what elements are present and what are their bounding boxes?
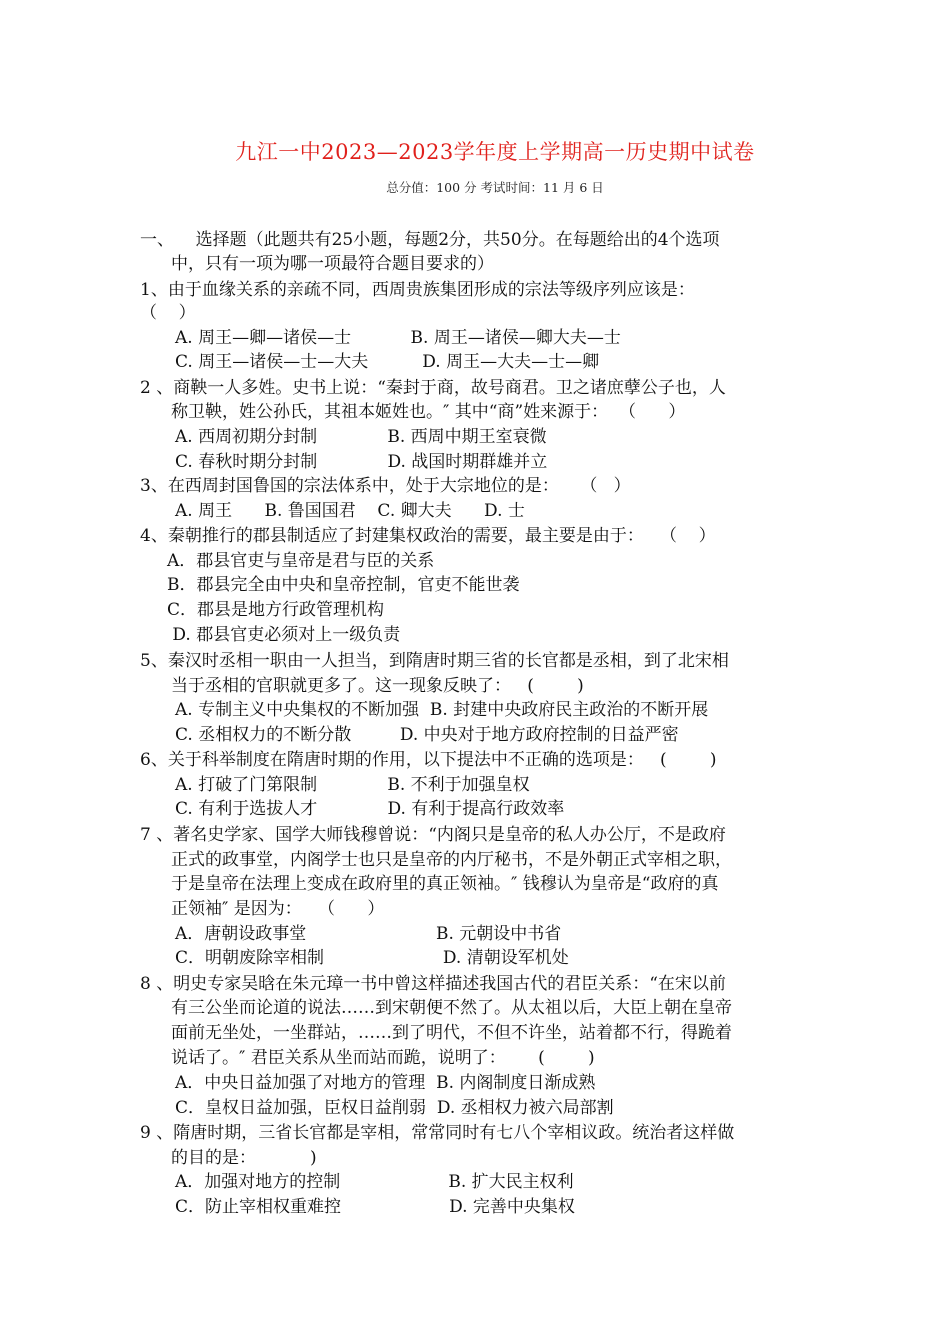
question-5-text: 当于丞相的官职就更多了。这一现象反映了： ( ) bbox=[171, 676, 584, 696]
section-heading: 一、 选择题（此题共有25小题，每题2分，共50分。在每题给出的4个选项 bbox=[140, 230, 720, 250]
question-9-options: A．加强对地方的控制 B. 扩大民主权利 bbox=[175, 1172, 574, 1192]
question-1-text: （ ） bbox=[140, 303, 196, 323]
question-2-options: C. 春秋时期分封制 D. 战国时期群雄并立 bbox=[175, 452, 548, 472]
question-8-options: A．中央日益加强了对地方的管理 B. 内阁制度日渐成熟 bbox=[175, 1073, 596, 1093]
question-4-options: D. 郡县官吏必须对上一级负责 bbox=[167, 625, 401, 645]
question-1-text: 1、由于血缘关系的亲疏不同，西周贵族集团形成的宗法等级序列应该是： bbox=[140, 280, 695, 300]
question-1-options: A. 周王—卿—诸侯—士 B. 周王—诸侯—卿大夫—士 bbox=[175, 328, 621, 348]
question-7-text: 正领袖″ 是因为： （ ） bbox=[171, 899, 385, 919]
question-4-options: B．郡县完全由中央和皇帝控制，官吏不能世袭 bbox=[167, 575, 520, 595]
question-8-options: C．皇权日益加强，臣权日益削弱 D. 丞相权力被六局部割 bbox=[175, 1098, 614, 1118]
question-9-text: 9 、隋唐时期，三省长官都是宰相，常常同时有七八个宰相议政。统治者这样做 bbox=[140, 1123, 735, 1143]
question-7-options: A．唐朝设政事堂 B. 元朝设中书省 bbox=[175, 924, 562, 944]
exam-meta: 总分值：100 分 考试时间：11 月 6 日 bbox=[386, 180, 604, 195]
question-3-text: 3、在西周封国鲁国的宗法体系中，处于大宗地位的是： （ ） bbox=[140, 476, 631, 496]
question-4-options: A．郡县官吏与皇帝是君与臣的关系 bbox=[167, 551, 435, 571]
question-5-options: A. 专制主义中央集权的不断加强 B. 封建中央政府民主政治的不断开展 bbox=[175, 700, 709, 720]
question-9-text: 的目的是： ) bbox=[171, 1148, 317, 1168]
question-8-text: 8 、明史专家吴晗在朱元璋一书中曾这样描述我国古代的君臣关系：“在宋以前 bbox=[140, 974, 726, 994]
question-6-options: A. 打破了门第限制 B. 不利于加强皇权 bbox=[175, 775, 530, 795]
section-heading-cont: 中，只有一项为哪一项最符合题目要求的） bbox=[171, 254, 494, 274]
question-8-text: 有三公坐而论道的说法……到宋朝便不然了。从太祖以后，大臣上朝在皇帝 bbox=[171, 998, 732, 1018]
question-1-options: C. 周王—诸侯—士—大夫 D. 周王—大夫—士—卿 bbox=[175, 352, 600, 372]
question-2-text: 称卫鞅，姓公孙氏，其祖本姬姓也。″ 其中“商”姓来源于： （ ） bbox=[171, 402, 686, 422]
question-7-text: 正式的政事堂，内阁学士也只是皇帝的内厅秘书，不是外朝正式宰相之职， bbox=[171, 850, 732, 870]
question-5-options: C. 丞相权力的不断分散 D. 中央对于地方政府控制的日益严密 bbox=[175, 725, 679, 745]
question-5-text: 5、秦汉时丞相一职由一人担当，到隋唐时期三省的长官都是丞相，到了北宋相 bbox=[140, 651, 729, 671]
question-4-text: 4、秦朝推行的郡县制适应了封建集权政治的需要，最主要是由于： （ ） bbox=[140, 526, 716, 546]
question-6-options: C. 有利于选拔人才 D. 有利于提高行政效率 bbox=[175, 799, 565, 819]
question-3-options: A. 周王 B. 鲁国国君 C. 卿大夫 D. 士 bbox=[175, 501, 525, 521]
question-8-text: 面前无坐处，一坐群站，……到了明代，不但不许坐，站着都不行，得跪着 bbox=[171, 1023, 732, 1043]
question-7-text: 于是皇帝在法理上变成在政府里的真正领袖。″ 钱穆认为皇帝是“政府的真 bbox=[171, 874, 719, 894]
question-2-text: 2 、商鞅一人多姓。史书上说：“秦封于商，故号商君。卫之诸庶孽公子也，人 bbox=[140, 378, 726, 398]
question-7-text: 7 、著名史学家、国学大师钱穆曾说：“内阁只是皇帝的私人办公厅，不是政府 bbox=[140, 825, 726, 845]
question-7-options: C．明朝废除宰相制 D. 清朝设军机处 bbox=[175, 948, 569, 968]
question-6-text: 6、关于科举制度在隋唐时期的作用，以下提法中不正确的选项是： ( ) bbox=[140, 750, 717, 770]
question-2-options: A. 西周初期分封制 B. 西周中期王室衰微 bbox=[175, 427, 547, 447]
question-9-options: C．防止宰相权重难控 D. 完善中央集权 bbox=[175, 1197, 575, 1217]
question-4-options: C．郡县是地方行政管理机构 bbox=[167, 600, 385, 620]
exam-title: 九江一中2023—2023学年度上学期高一历史期中试卷 bbox=[235, 140, 755, 164]
question-8-text: 说话了。″ 君臣关系从坐而站而跪，说明了： ( ) bbox=[171, 1048, 595, 1068]
